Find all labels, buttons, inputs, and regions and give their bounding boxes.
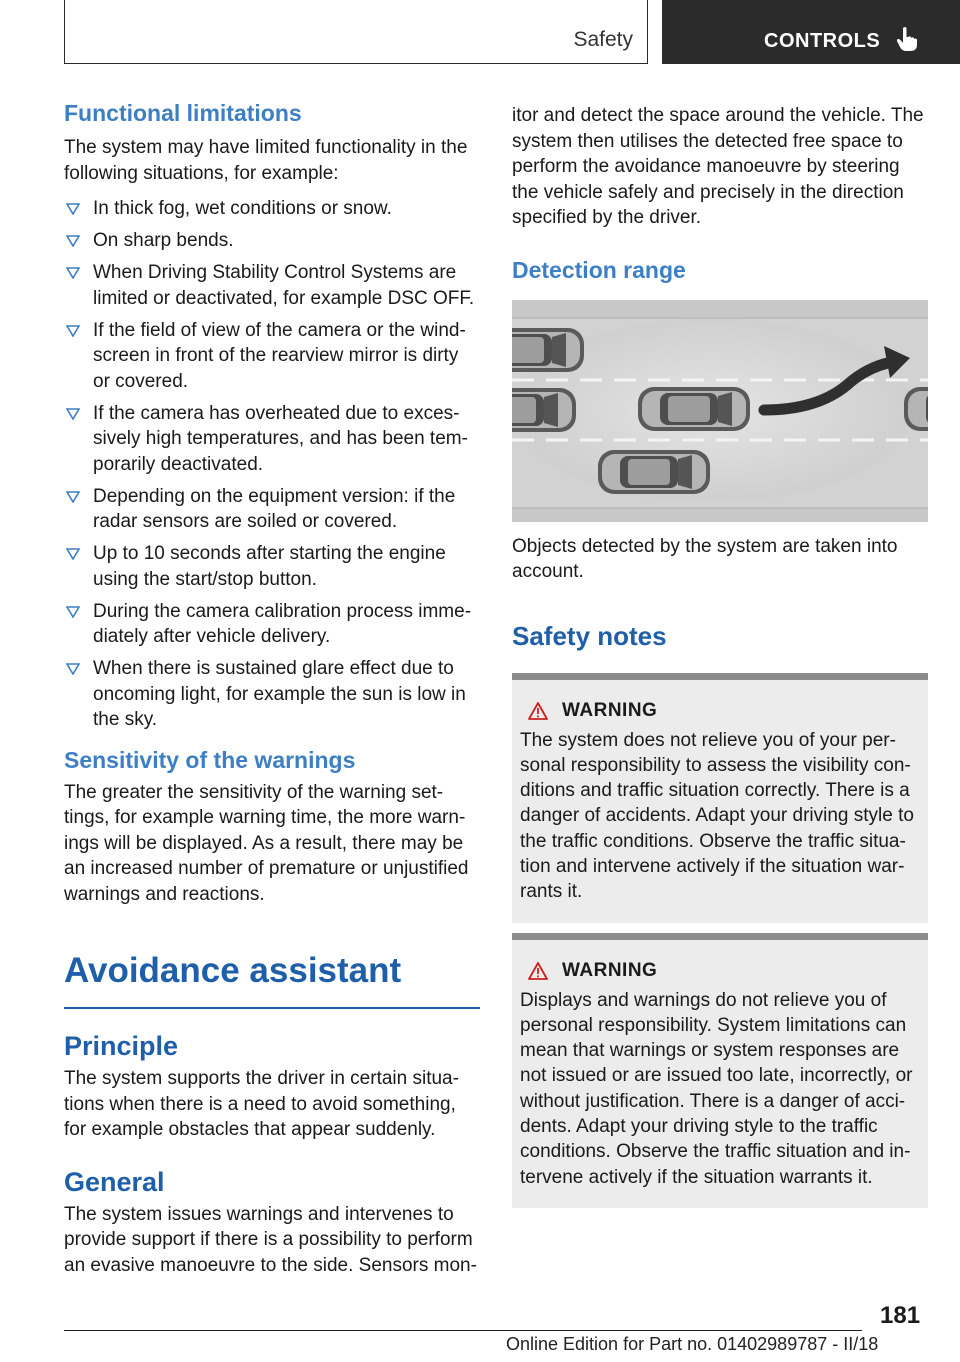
bullet-triangle-icon — [66, 663, 80, 675]
list-item-text: In thick fog, wet conditions or snow. — [93, 198, 392, 219]
detection-range-illustration — [512, 300, 928, 522]
warning-box — [512, 673, 928, 923]
detection-range-caption: Objects detected by the system are taken into account. — [512, 535, 898, 582]
functional-limitations-heading: Functional limitations — [64, 100, 302, 126]
warning-text: The system does not relieve you of your per‐sonal responsibility to assess the visibility con‐ditions and traffic situation correctly. There is a danger of accidents. Adapt your driving style to the traffic conditions. Observe the traffic situa‐tion and intervene actively if the situation war‐rants it. — [520, 729, 914, 903]
warning-box — [512, 933, 928, 1208]
avoidance-assistant-heading: Avoidance assistant — [64, 951, 402, 990]
vehicle-icon — [512, 388, 576, 432]
warning-triangle-icon — [528, 962, 548, 980]
bullet-triangle-icon — [66, 548, 80, 560]
bullet-triangle-icon — [66, 606, 80, 618]
vehicle-icon — [598, 450, 710, 494]
warning-label: WARNING — [562, 959, 658, 981]
warning-text: Displays and warnings do not relieve you of personal responsibility. System limitations can mean that warnings or system responses are not issued or are issued too late, incorrectly, or without justification. There is a danger of acci‐dents. Adapt your driving style to the traffic conditions. Observe the traffic situation and in‐tervene actively if the situation warrants it. — [520, 989, 913, 1188]
list-item — [64, 541, 480, 592]
warning-title — [528, 960, 920, 982]
header-chapter-label: CONTROLS — [764, 30, 881, 52]
bullet-triangle-icon — [66, 267, 80, 279]
detection-range-heading: Detection range — [512, 256, 686, 283]
bullet-triangle-icon — [66, 203, 80, 215]
principle-heading: Principle — [64, 1031, 179, 1061]
sensitivity-heading: Sensitivity of the warnings — [64, 746, 356, 773]
functional-limitations-intro: The system may have limited functionality in the following situations, for example: — [64, 137, 468, 184]
general-text-continued: itor and detect the space around the vehicle. The system then utilises the detected free space to perform the avoidance manoeuvre by steering the vehicle safely and precisely in the direction specified by the driver. — [512, 105, 924, 228]
list-item — [64, 228, 480, 254]
list-item-text: Depending on the equipment version: if the radar sensors are soiled or covered. — [93, 485, 456, 532]
bullet-triangle-icon — [66, 408, 80, 420]
safety-notes-heading: Safety notes — [512, 620, 667, 651]
general-text: The system issues warnings and intervenes to provide support if there is a possibility to perform an evasive manoeuvre to the side. Sensors mon‐ — [64, 1203, 477, 1276]
left-column — [64, 100, 480, 1278]
header-section-title: Safety — [573, 28, 633, 51]
list-item — [64, 318, 480, 395]
list-item-text: When Driving Stability Control Systems are limited or deactivated, for example DSC OFF. — [93, 262, 475, 309]
bullet-triangle-icon — [66, 235, 80, 247]
general-heading: General — [64, 1166, 165, 1197]
list-item-text: Up to 10 seconds after starting the engine using the start/stop button. — [93, 543, 446, 590]
ego-vehicle-icon — [638, 387, 750, 431]
list-item — [64, 656, 480, 733]
warning-triangle-icon — [528, 702, 548, 720]
sensitivity-text: The greater the sensitivity of the warning set‐tings, for example warning time, the more warn‐ings will be displayed. As a result, there may be an increased number of premature or unjustified warnings and reactions. — [64, 781, 469, 905]
warning-label: WARNING — [562, 699, 658, 721]
header-chapter-tab[interactable] — [662, 0, 960, 64]
bullet-triangle-icon — [66, 325, 80, 337]
list-item — [64, 484, 480, 535]
vehicle-icon — [904, 387, 928, 431]
list-item-text: If the field of view of the camera or the wind‐screen in front of the rearview mirror is dirty or covered. — [93, 319, 466, 392]
road-diagram — [512, 300, 928, 522]
page-number: 181 — [880, 1302, 921, 1329]
list-item — [64, 260, 480, 311]
footer-edition: Online Edition for Part no. 01402989787 - II/18 — [506, 1334, 879, 1354]
right-column — [512, 104, 928, 1208]
bullet-triangle-icon — [66, 491, 80, 503]
warning-title — [528, 700, 920, 722]
list-item — [64, 599, 480, 650]
list-item — [64, 401, 480, 478]
vehicle-icon — [512, 328, 584, 372]
header-section-box — [64, 0, 648, 64]
heading-rule — [64, 1007, 480, 1009]
limitations-list — [64, 196, 480, 733]
list-item-text: During the camera calibration process imme‐diately after vehicle delivery. — [93, 600, 472, 647]
principle-text: The system supports the driver in certain situa‐tions when there is a need to avoid something, for example obstacles that appear suddenly. — [64, 1068, 459, 1140]
list-item-text: On sharp bends. — [93, 230, 234, 251]
list-item-text: If the camera has overheated due to exces‐sively high temperatures, and has been tem‐porarily deactivated. — [93, 402, 468, 475]
list-item — [64, 196, 480, 222]
list-item-text: When there is sustained glare effect due to oncoming light, for example the sun is low in the sky. — [93, 658, 466, 730]
pointing-hand-icon — [896, 26, 920, 52]
footer-rule — [64, 1330, 862, 1331]
